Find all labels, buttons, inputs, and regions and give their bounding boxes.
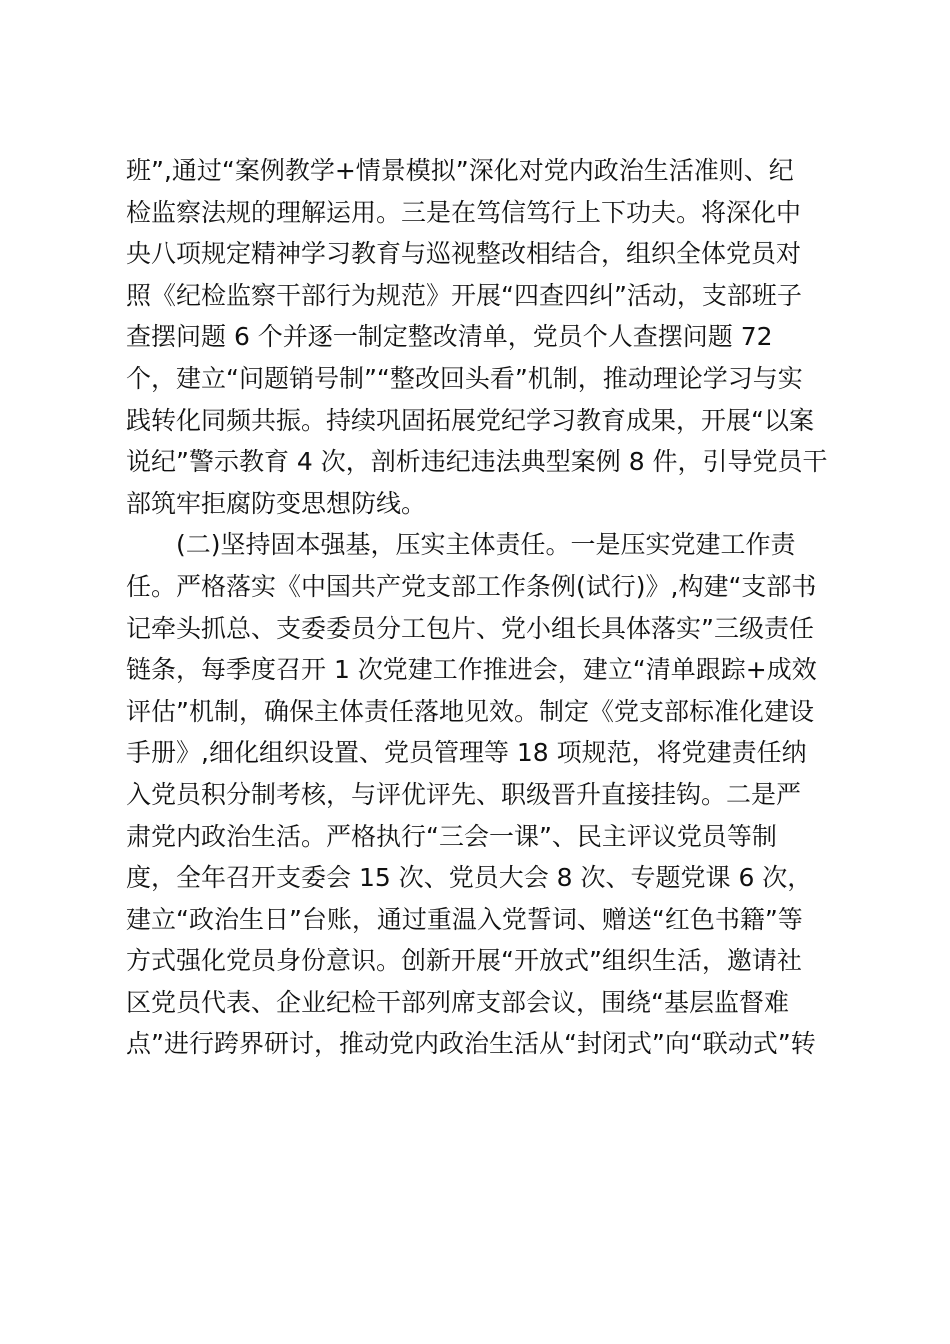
text-line: 央八项规定精神学习教育与巡视整改相结合，组织全体党员对 xyxy=(126,239,802,269)
text-line: 度，全年召开支委会 15 次、党员大会 8 次、专题党课 6 次， xyxy=(126,863,813,893)
text-line: 点”进行跨界研讨，推动党内政治生活从“封闭式”向“联动式”转 xyxy=(126,1029,816,1059)
section-heading-line: (二)坚持固本强基，压实主体责任。一是压实党建工作责 xyxy=(126,530,796,560)
text-line: 部筑牢拒腐防变思想防线。 xyxy=(126,488,427,518)
text-line: 手册》,细化组织设置、党员管理等 18 项规范，将党建责任纳 xyxy=(126,738,807,768)
text-line: 记牵头抓总、支委委员分工包片、党小组长具体落实”三级责任 xyxy=(126,613,814,643)
text-line: 入党员积分制考核，与评优评先、职级晋升直接挂钩。二是严 xyxy=(126,779,802,809)
text-line: 建立“政治生日”台账，通过重温入党誓词、赠送“红色书籍”等 xyxy=(126,904,803,934)
text-line: 班”,通过“案例教学+情景模拟”深化对党内政治生活准则、纪 xyxy=(126,156,794,185)
text-line: 链条，每季度召开 1 次党建工作推进会，建立“清单跟踪+成效 xyxy=(126,655,817,685)
text-line: 个，建立“问题销号制”“整改回头看”机制，推动理论学习与实 xyxy=(126,363,803,393)
body-text xyxy=(126,150,846,1065)
text-line: 任。严格落实《中国共产党支部工作条例(试行)》,构建“支部书 xyxy=(126,571,817,601)
text-line: 践转化同频共振。持续巩固拓展党纪学习教育成果，开展“以案 xyxy=(126,405,814,435)
text-line: 方式强化党员身份意识。创新开展“开放式”组织生活，邀请社 xyxy=(126,946,802,976)
text-line: 肃党内政治生活。严格执行“三会一课”、民主评议党员等制 xyxy=(126,821,777,851)
text-line: 评估”机制，确保主体责任落地见效。制定《党支部标准化建设 xyxy=(126,696,814,726)
text-line: 照《纪检监察干部行为规范》开展“四查四纠”活动，支部班子 xyxy=(126,280,802,310)
text-line: 查摆问题 6 个并逐一制定整改清单，党员个人查摆问题 72 xyxy=(126,322,773,352)
text-line: 说纪”警示教育 4 次，剖析违纪违法典型案例 8 件，引导党员干 xyxy=(126,447,828,477)
text-line: 检监察法规的理解运用。三是在笃信笃行上下功夫。将深化中 xyxy=(126,197,802,227)
text-line: 区党员代表、企业纪检干部列席支部会议，围绕“基层监督难 xyxy=(126,987,789,1017)
